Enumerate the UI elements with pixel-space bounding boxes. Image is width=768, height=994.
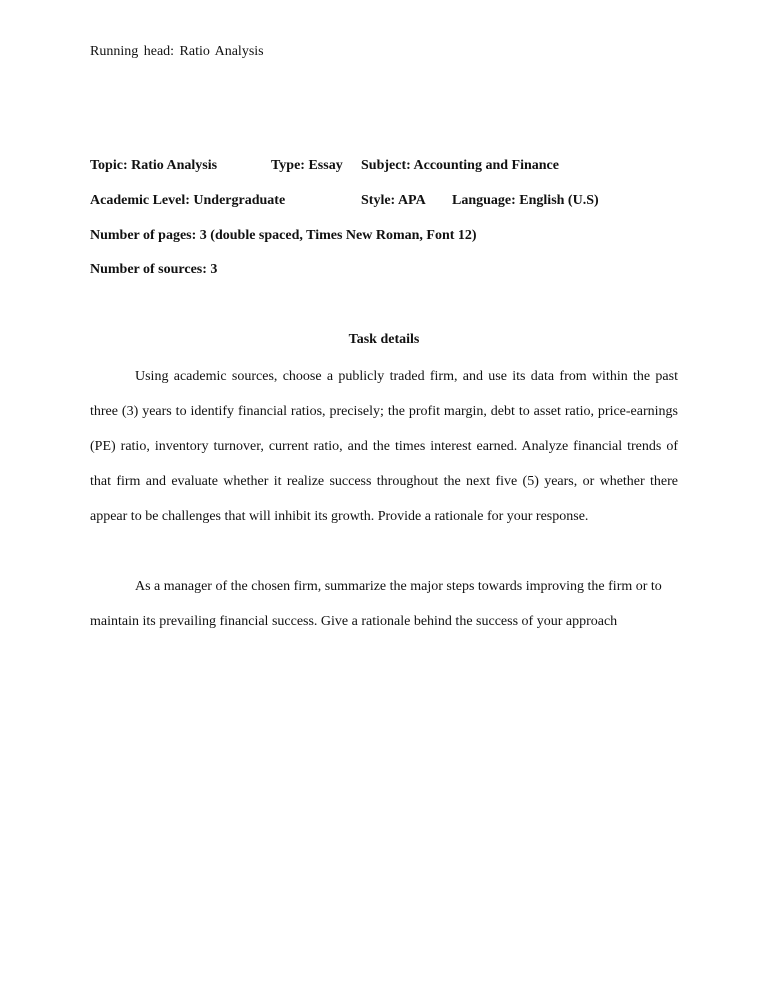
academic-level-label: Academic Level: Undergraduate — [90, 193, 286, 208]
pages-label: Number of pages: 3 (double spaced, Times New Roman, Font 12) — [90, 228, 477, 243]
style-label: Style: APA — [361, 193, 426, 208]
sources-label: Number of sources: 3 — [90, 262, 218, 277]
language-label: Language: English (U.S) — [452, 193, 599, 208]
task-paragraph-1: Using academic sources, choose a publicly traded firm, and use its data from within the past three (3) years to identify financial ratios, precisely; the profit margin, debt to asset ratio, price-earnings (PE) ratio, inventory turnover, current ratio, and the times interest earned. Analyze financial trends of that firm and evaluate whether it realize success throughout the next five (5) years, or whether there appear to be challenges that will inhibit its growth. Provide a rationale for your response. — [90, 369, 678, 524]
type-label: Type: Essay — [271, 158, 343, 173]
task-details-heading: Task details — [348, 332, 420, 347]
topic-label: Topic: Ratio Analysis — [90, 158, 218, 173]
running-head: Running head: Ratio Analysis — [90, 44, 264, 59]
subject-label: Subject: Accounting and Finance — [361, 158, 559, 173]
task-paragraph-2: As a manager of the chosen firm, summarize the major steps towards improving the firm or to maintain its prevailing financial success. Give a rationale behind the success of your approach — [90, 579, 662, 629]
